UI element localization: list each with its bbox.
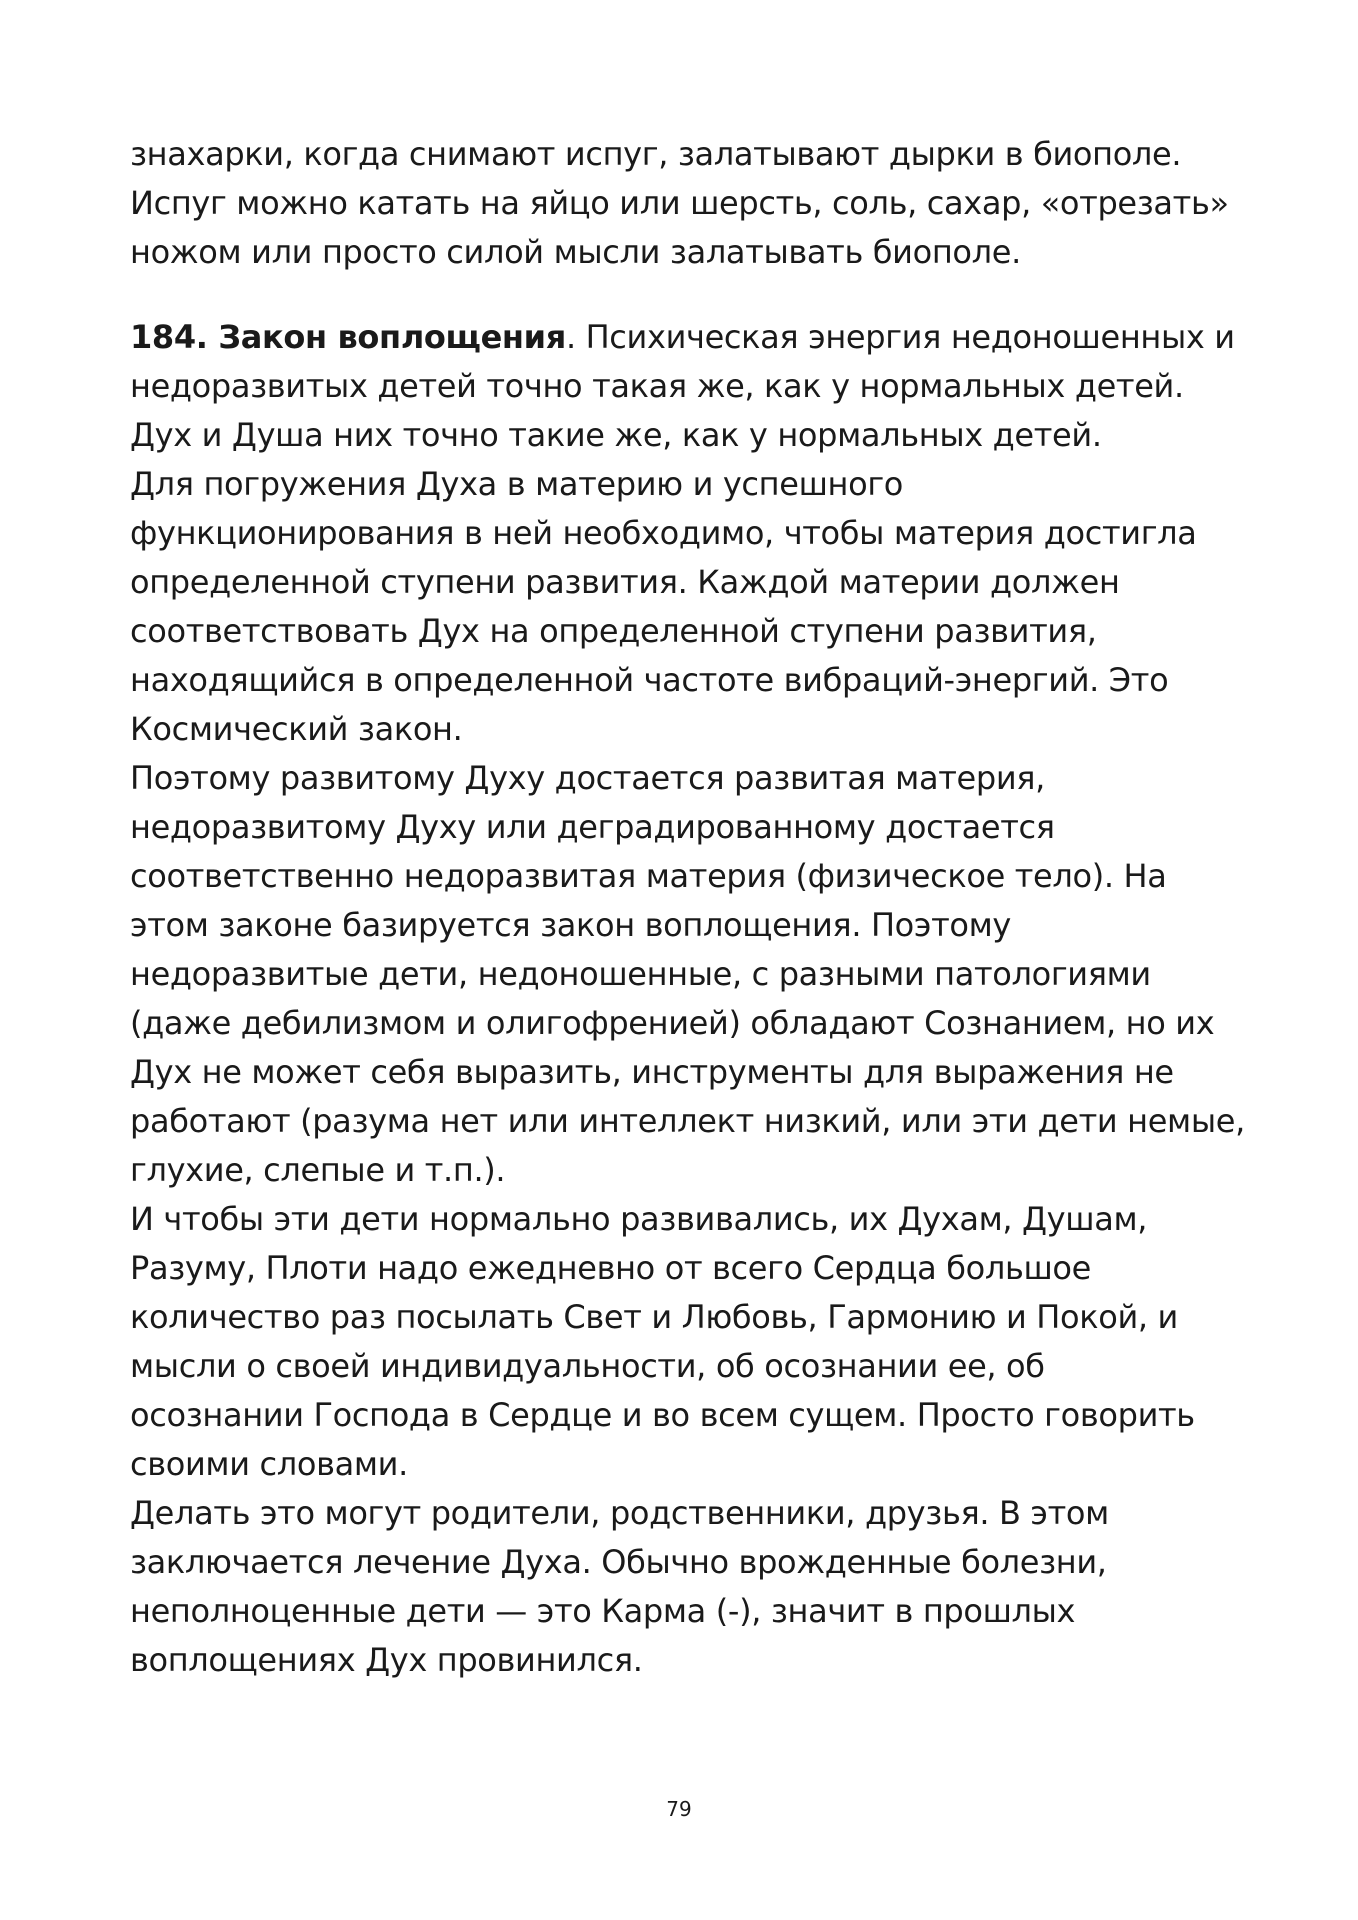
- text-line: Дух и Душа них точно такие же, как у нормальных детей.: [130, 416, 1102, 454]
- text-line: Для погружения Духа в материю и успешного: [130, 465, 904, 503]
- text-line: недоразвитые дети, недоношенные, с разными патологиями: [130, 955, 1151, 993]
- text-line: Космический закон.: [130, 710, 463, 748]
- text-line: этом законе базируется закон воплощения. Поэтому: [130, 906, 1012, 944]
- page-number: 79: [666, 1797, 692, 1821]
- text-line: мысли о своей индивидуальности, об осознании ее, об: [130, 1347, 1045, 1385]
- text-line: недоразвитому Духу или деградированному достается: [130, 808, 1055, 846]
- text-line: функционирования в ней необходимо, чтобы материя достигла: [130, 514, 1197, 552]
- paragraph-continuation: [130, 130, 1240, 277]
- text-line: работают (разума нет или интеллект низкий, или эти дети немые,: [130, 1102, 1245, 1140]
- text-line: количество раз посылать Свет и Любовь, Гармонию и Покой, и: [130, 1298, 1178, 1336]
- text-line: Дух не может себя выразить, инструменты для выражения не: [130, 1053, 1174, 1091]
- text-line: Испуг можно катать на яйцо или шерсть, соль, сахар, «отрезать»: [130, 184, 1229, 222]
- text-line: находящийся в определенной частоте вибраций-энергий. Это: [130, 661, 1169, 699]
- section-first-line: [130, 313, 1240, 362]
- text-line: своими словами.: [130, 1445, 408, 1483]
- text-line: заключается лечение Духа. Обычно врожденные болезни,: [130, 1543, 1107, 1581]
- text-line: (даже дебилизмом и олигофренией) обладают Сознанием, но их: [130, 1004, 1215, 1042]
- page-content: [130, 130, 1245, 1685]
- text-line: недоразвитых детей точно такая же, как у нормальных детей.: [130, 367, 1184, 405]
- text-line: глухие, слепые и т.п.).: [130, 1151, 506, 1189]
- text-line: воплощениях Дух провинился.: [130, 1641, 643, 1679]
- text-line: определенной ступени развития. Каждой материи должен: [130, 563, 1120, 601]
- text-line: неполноценные дети — это Карма (-), значит в прошлых: [130, 1592, 1076, 1630]
- section-184: [130, 313, 1245, 1685]
- section-first-line-text: . Психическая энергия недоношенных и: [565, 318, 1235, 356]
- paragraph-gap: [130, 277, 1240, 313]
- text-line: осознании Господа в Сердце и во всем сущем. Просто говорить: [130, 1396, 1195, 1434]
- text-line: ножом или просто силой мысли залатывать биополе.: [130, 233, 1021, 271]
- text-line: соответствовать Дух на определенной ступени развития,: [130, 612, 1097, 650]
- text-line: Поэтому развитому Духу достается развитая материя,: [130, 759, 1045, 797]
- text-line: И чтобы эти дети нормально развивались, их Духам, Душам,: [130, 1200, 1148, 1238]
- text-line: Делать это могут родители, родственники, друзья. В этом: [130, 1494, 1109, 1532]
- section-heading: 184. Закон воплощения: [130, 318, 566, 356]
- text-line: соответственно недоразвитая материя (физическое тело). На: [130, 857, 1167, 895]
- text-line: знахарки, когда снимают испуг, залатывают дырки в биополе.: [130, 135, 1182, 173]
- text-line: Разуму, Плоти надо ежедневно от всего Сердца большое: [130, 1249, 1091, 1287]
